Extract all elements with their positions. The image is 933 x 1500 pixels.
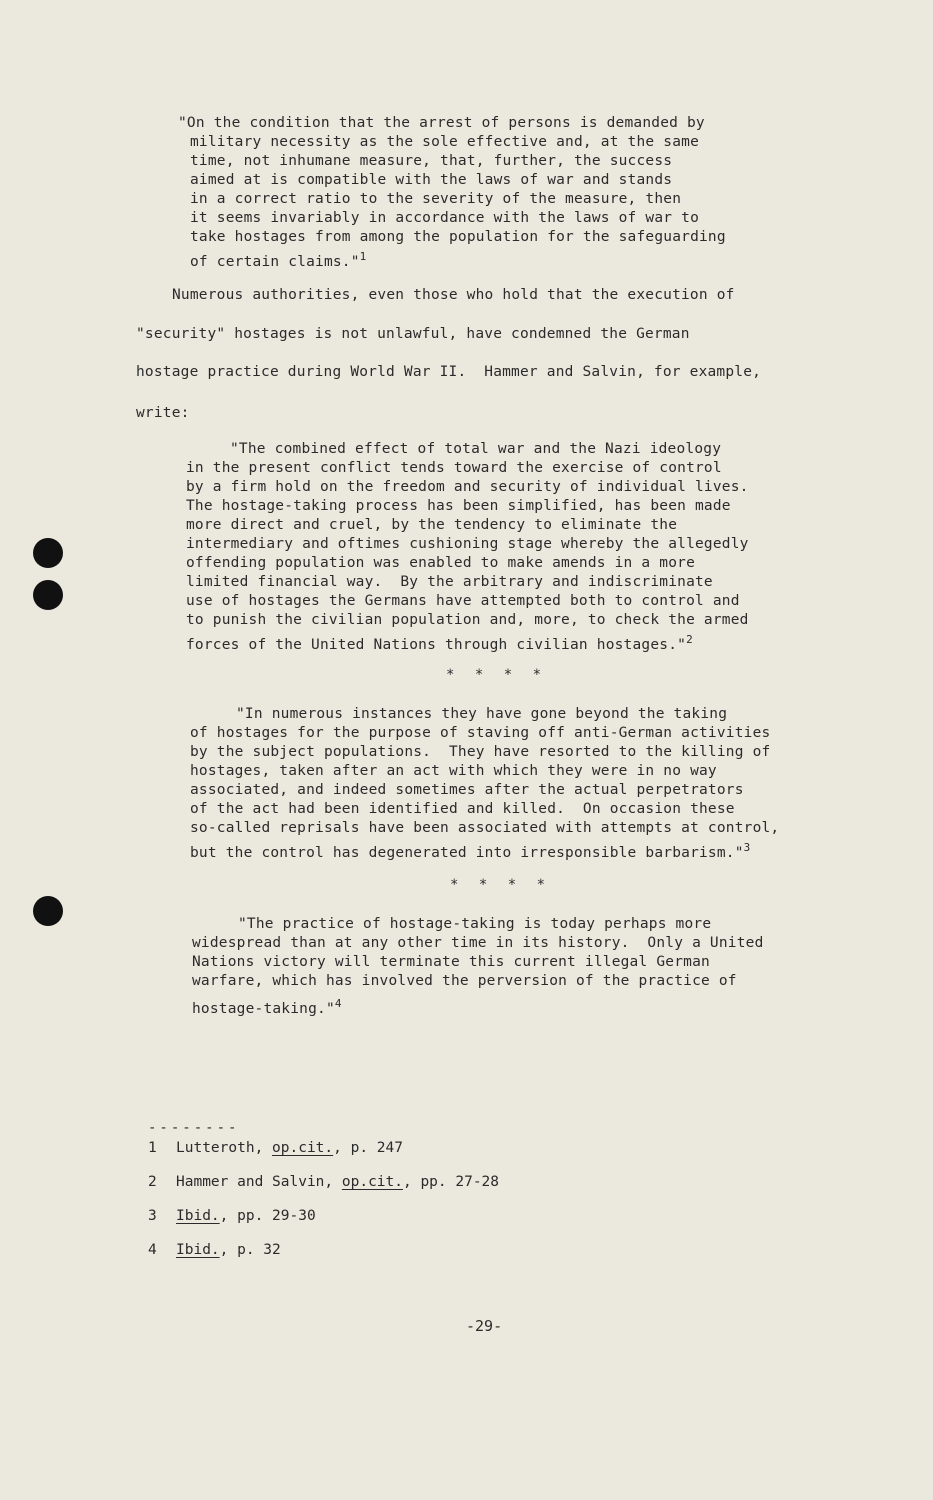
quote-text: of certain claims." — [190, 254, 360, 270]
footnote — [148, 1208, 316, 1224]
footnote-text: , p. 32 — [219, 1242, 281, 1258]
quote-line: "The combined effect of total war and the Nazi ideology — [230, 441, 722, 457]
quote-line: use of hostages the Germans have attempted both to control and — [186, 593, 740, 609]
quote-line: widespread than at any other time in its history. Only a United — [192, 935, 764, 951]
body-line: write: — [136, 405, 190, 421]
quote-line: military necessity as the sole effective and, at the same — [190, 134, 699, 150]
section-separator: * * * * — [450, 877, 552, 893]
quote-line: limited financial way. By the arbitrary and indiscriminate — [186, 574, 713, 590]
footnote-citation: op.cit. — [341, 1174, 403, 1190]
quote-text: but the control has degenerated into irresponsible barbarism." — [190, 845, 744, 861]
quote-text: hostage-taking." — [192, 1001, 335, 1017]
footnote-number: 2 — [148, 1174, 157, 1190]
footnote-marker: 1 — [359, 250, 367, 263]
footnote-number: 1 — [148, 1140, 157, 1156]
quote-line: "In numerous instances they have gone beyond the taking — [236, 706, 728, 722]
footnote-text: , p. 247 — [333, 1140, 403, 1156]
footnote-marker: 2 — [686, 633, 693, 646]
body-line: "security" hostages is not unlawful, have condemned the German — [136, 326, 690, 342]
footnote-citation: op.cit. — [272, 1140, 334, 1156]
quote-line: associated, and indeed sometimes after the actual perpetrators — [190, 782, 744, 798]
binder-hole-3 — [33, 896, 63, 926]
footnote-rule: -------- — [148, 1120, 240, 1136]
quote-line: to punish the civilian population and, more, to check the armed — [186, 612, 749, 628]
footnote — [148, 1242, 281, 1258]
footnote — [148, 1174, 499, 1190]
quote-line: more direct and cruel, by the tendency to eliminate the — [186, 517, 678, 533]
quote-line: in the present conflict tends toward the exercise of control — [186, 460, 722, 476]
footnote-citation: Ibid. — [176, 1242, 220, 1258]
quote-line-last — [192, 994, 342, 1019]
quote-line: The hostage-taking process has been simplified, has been made — [186, 498, 731, 514]
quote-line-last — [186, 630, 693, 655]
footnote-marker: 3 — [743, 841, 751, 854]
quote-line: intermediary and oftimes cushioning stage whereby the allegedly — [186, 536, 749, 552]
quote-line: of hostages for the purpose of staving off anti-German activities — [190, 725, 771, 741]
quote-line: "The practice of hostage-taking is today perhaps more — [238, 916, 712, 932]
quote-line: take hostages from among the population for the safeguarding — [190, 229, 726, 245]
quote-line: so-called reprisals have been associated with attempts at control, — [190, 820, 780, 836]
binder-hole-1 — [33, 538, 63, 568]
quote-line: aimed at is compatible with the laws of war and stands — [190, 172, 673, 188]
quote-line: time, not inhumane measure, that, further, the success — [190, 153, 673, 169]
footnote-citation: Ibid. — [176, 1208, 220, 1224]
quote-line: of the act had been identified and killed. On occasion these — [190, 801, 735, 817]
quote-line: "On the condition that the arrest of persons is demanded by — [178, 115, 705, 131]
quote-line: in a correct ratio to the severity of the measure, then — [190, 191, 682, 207]
quote-line-last — [190, 838, 750, 863]
quote-line: warfare, which has involved the perversion of the practice of — [192, 973, 737, 989]
quote-line: by a firm hold on the freedom and security of individual lives. — [186, 479, 749, 495]
quote-line: hostages, taken after an act with which they were in no way — [190, 763, 717, 779]
quote-line: it seems invariably in accordance with the laws of war to — [190, 210, 699, 226]
footnote-number: 3 — [148, 1208, 157, 1224]
footnote-text: , pp. 27-28 — [402, 1174, 500, 1190]
quote-line: by the subject populations. They have resorted to the killing of — [190, 744, 771, 760]
footnote-text: , pp. 29-30 — [219, 1208, 316, 1224]
footnote-text: Hammer and Salvin, — [176, 1174, 342, 1190]
quote-line-last — [190, 247, 367, 272]
footnote-marker: 4 — [334, 997, 342, 1010]
binder-hole-2 — [33, 580, 63, 610]
body-line: Numerous authorities, even those who hold that the execution of — [172, 287, 735, 303]
footnote — [148, 1140, 403, 1156]
footnote-number: 4 — [148, 1242, 157, 1258]
page-number: -29- — [466, 1317, 503, 1335]
quote-text: forces of the United Nations through civilian hostages." — [186, 637, 687, 653]
quote-line: Nations victory will terminate this current illegal German — [192, 954, 710, 970]
quote-line: offending population was enabled to make amends in a more — [186, 555, 695, 571]
body-line: hostage practice during World War II. Hammer and Salvin, for example, — [136, 364, 762, 380]
footnote-text: Lutteroth, — [176, 1140, 273, 1156]
section-separator: * * * * — [446, 667, 548, 683]
